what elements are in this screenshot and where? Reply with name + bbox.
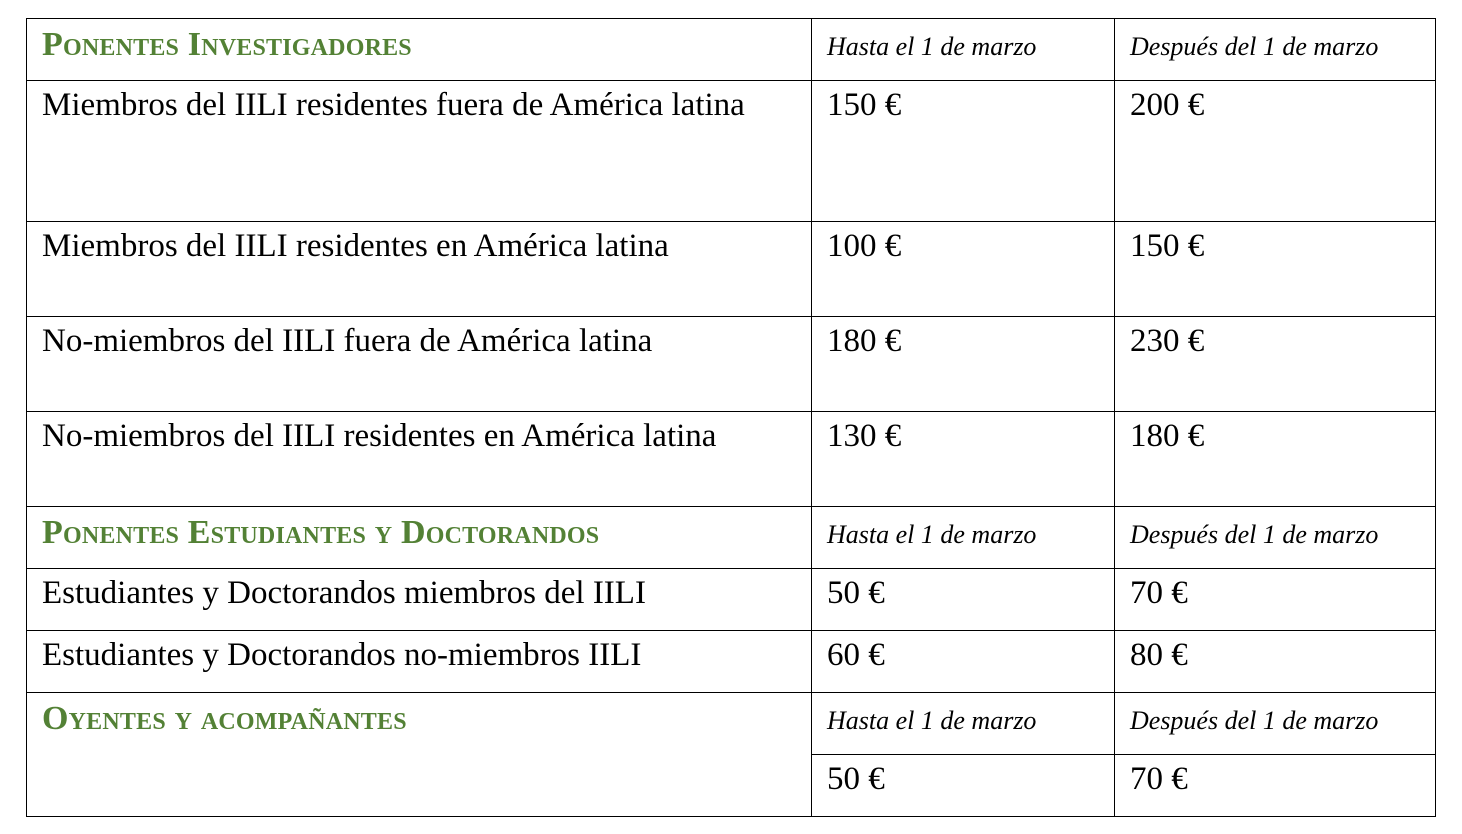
price-before: 60 €	[827, 637, 885, 673]
price-after: 70 €	[1130, 575, 1188, 611]
column-header-after: Después del 1 de marzo	[1130, 706, 1379, 735]
section-header-row	[27, 19, 1436, 81]
row-label: Miembros del IILI residentes fuera de América latina	[42, 87, 745, 123]
column-header-after: Después del 1 de marzo	[1130, 520, 1379, 549]
column-header-before: Hasta el 1 de marzo	[827, 706, 1037, 735]
price-after: 230 €	[1130, 323, 1205, 359]
table-row	[27, 317, 1436, 412]
section-title-cell	[27, 507, 812, 569]
price-after: 70 €	[1130, 761, 1188, 797]
table-row	[27, 222, 1436, 317]
section-title-cell	[27, 693, 812, 817]
price-before: 130 €	[827, 418, 902, 454]
column-header-cell	[1115, 693, 1436, 755]
table-row	[27, 81, 1436, 222]
row-label: Estudiantes y Doctorandos no-miembros IILI	[42, 637, 642, 673]
section-title: Ponentes Investigadores	[42, 26, 412, 63]
row-label: No-miembros del IILI fuera de América latina	[42, 323, 653, 359]
table-row	[27, 412, 1436, 507]
section-header-row	[27, 693, 1436, 755]
section-title-cell	[27, 19, 812, 81]
column-header-cell	[812, 19, 1115, 81]
price-after: 200 €	[1130, 87, 1205, 123]
column-header-cell	[1115, 19, 1436, 81]
price-before: 150 €	[827, 87, 902, 123]
price-before: 180 €	[827, 323, 902, 359]
row-label: Estudiantes y Doctorandos miembros del IILI	[42, 575, 646, 611]
column-header-cell	[812, 507, 1115, 569]
row-label: Miembros del IILI residentes en América latina	[42, 228, 669, 264]
column-header-after: Después del 1 de marzo	[1130, 32, 1379, 61]
price-after: 150 €	[1130, 228, 1205, 264]
column-header-cell	[1115, 507, 1436, 569]
row-label: No-miembros del IILI residentes en América latina	[42, 418, 717, 454]
section-title: Oyentes y acompañantes	[42, 700, 407, 737]
table-row	[27, 631, 1436, 693]
price-before: 100 €	[827, 228, 902, 264]
price-before: 50 €	[827, 761, 885, 797]
column-header-before: Hasta el 1 de marzo	[827, 32, 1037, 61]
column-header-cell	[812, 693, 1115, 755]
section-title: Ponentes Estudiantes y Doctorandos	[42, 514, 600, 551]
price-before: 50 €	[827, 575, 885, 611]
price-after: 180 €	[1130, 418, 1205, 454]
price-after: 80 €	[1130, 637, 1188, 673]
section-header-row	[27, 507, 1436, 569]
registration-fees-table	[26, 18, 1436, 817]
column-header-before: Hasta el 1 de marzo	[827, 520, 1037, 549]
table-row	[27, 569, 1436, 631]
